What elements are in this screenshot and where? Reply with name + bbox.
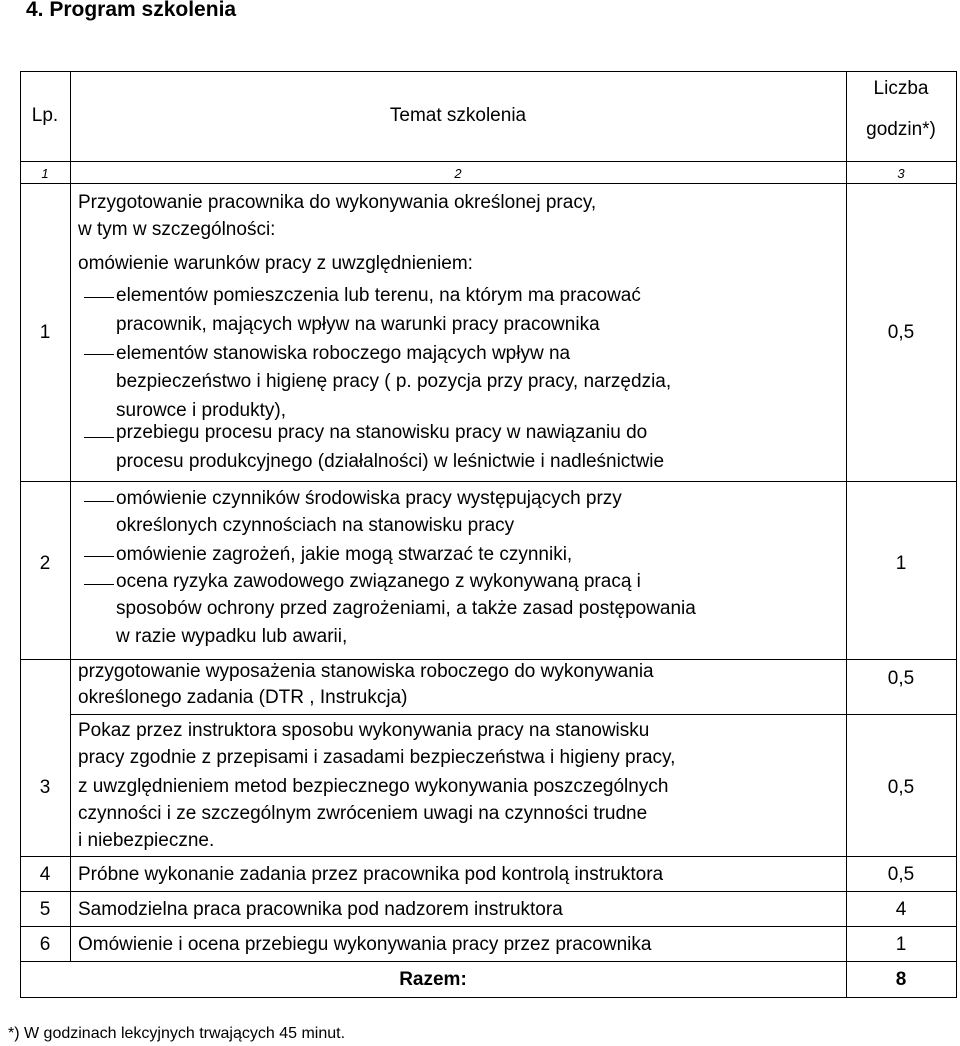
table-border-right <box>956 71 957 998</box>
row1-line: Przygotowanie pracownika do wykonywania określonej pracy, <box>78 192 597 213</box>
row4-divider <box>20 891 957 892</box>
row4-lp: 4 <box>39 864 51 885</box>
training-program-table <box>20 71 957 998</box>
bullet-dash-icon <box>84 584 114 585</box>
row1-hours: 0,5 <box>887 322 915 343</box>
row3-sub2-line: z uwzględnieniem metod bezpiecznego wykonywania poszczególnych <box>78 776 669 797</box>
row1-line: przebiegu procesu pracy na stanowisku pracy w nawiązaniu do <box>116 422 648 443</box>
row3-sub1-hours: 0,5 <box>887 668 915 689</box>
row2-lp: 2 <box>39 553 51 574</box>
total-label: Razem: <box>399 969 467 990</box>
bullet-dash-icon <box>84 501 114 502</box>
row2-hours: 1 <box>895 553 907 574</box>
row3-sub2-line: i niebezpieczne. <box>78 830 215 851</box>
row1-line: elementów stanowiska roboczego mających wpływ na <box>116 343 571 364</box>
row2-line: ocena ryzyka zawodowego związanego z wykonywaną pracą i <box>116 571 641 592</box>
header-lp: Lp. <box>31 105 59 126</box>
row1-lp: 1 <box>39 322 51 343</box>
row1-line: pracownik, mających wpływ na warunki pracy pracownika <box>116 314 600 335</box>
row6-divider <box>20 961 957 962</box>
row1-line: w tym w szczególności: <box>78 219 276 240</box>
row6-lp: 6 <box>39 934 51 955</box>
table-border-left <box>20 71 21 998</box>
row5-lp: 5 <box>39 899 51 920</box>
row4-hours: 0,5 <box>887 864 915 885</box>
section-heading: 4. Program szkolenia <box>26 0 237 21</box>
row2-line: określonych czynnościach na stanowisku pracy <box>116 515 515 536</box>
row5-divider <box>20 926 957 927</box>
footnote: *) W godzinach lekcyjnych trwających 45 minut. <box>8 1025 346 1042</box>
row2-line: w razie wypadku lub awarii, <box>116 626 348 647</box>
header-hours-line1: Liczba <box>873 78 929 99</box>
row3-lp: 3 <box>39 777 51 798</box>
bullet-dash-icon <box>84 437 114 438</box>
row5-topic: Samodzielna praca pracownika pod nadzorem instruktora <box>78 899 563 920</box>
row1-line: elementów pomieszczenia lub terenu, na którym ma pracować <box>116 285 641 306</box>
row1-line: omówienie warunków pracy z uwzględnieniem: <box>78 253 473 274</box>
row3-sub2-line: pracy zgodnie z przepisami i zasadami bezpieczeństwa i higieny pracy, <box>78 747 676 768</box>
row2-line: sposobów ochrony przed zagrożeniami, a także zasad postępowania <box>116 598 696 619</box>
hours-column-divider <box>846 71 847 998</box>
row2-line: omówienie czynników środowiska pracy występujących przy <box>116 488 622 509</box>
header-hours-line2: godzin*) <box>866 119 936 140</box>
row5-hours: 4 <box>895 899 907 920</box>
bullet-dash-icon <box>84 297 114 298</box>
row3-sub1-line: przygotowanie wyposażenia stanowiska roboczego do wykonywania <box>78 661 654 682</box>
lp-column-divider <box>70 71 71 962</box>
table-border-top <box>20 71 957 72</box>
row3-sub2-hours: 0,5 <box>887 777 915 798</box>
row6-hours: 1 <box>895 934 907 955</box>
row1-divider <box>20 481 957 482</box>
header-topic: Temat szkolenia <box>389 105 527 126</box>
row3-sub1-line: określonego zadania (DTR , Instrukcja) <box>78 687 408 708</box>
bullet-dash-icon <box>84 354 114 355</box>
row4-topic: Próbne wykonanie zadania przez pracownika pod kontrolą instruktora <box>78 864 664 885</box>
table-border-bottom <box>20 997 957 998</box>
row1-line: surowce i produkty), <box>116 400 287 421</box>
total-hours: 8 <box>895 969 907 990</box>
row3-divider <box>20 856 957 857</box>
column-number-1: 1 <box>41 166 49 181</box>
row3-sub2-line: czynności i ze szczególnym zwróceniem uwagi na czynności trudne <box>78 803 648 824</box>
row3-sub-divider <box>70 714 957 715</box>
row1-line: bezpieczeństwo i higienę pracy ( p. pozycja przy pracy, narzędzia, <box>116 371 672 392</box>
column-number-3: 3 <box>897 166 905 181</box>
column-number-2: 2 <box>454 166 462 181</box>
column-numbers-divider <box>20 183 957 184</box>
row2-line: omówienie zagrożeń, jakie mogą stwarzać te czynniki, <box>116 544 573 565</box>
row3-sub2-line: Pokaz przez instruktora sposobu wykonywania pracy na stanowisku <box>78 720 650 741</box>
row1-line: procesu produkcyjnego (działalności) w leśnictwie i nadleśnictwie <box>116 451 665 472</box>
header-divider <box>20 161 957 162</box>
row6-topic: Omówienie i ocena przebiegu wykonywania pracy przez pracownika <box>78 934 652 955</box>
bullet-dash-icon <box>84 556 114 557</box>
